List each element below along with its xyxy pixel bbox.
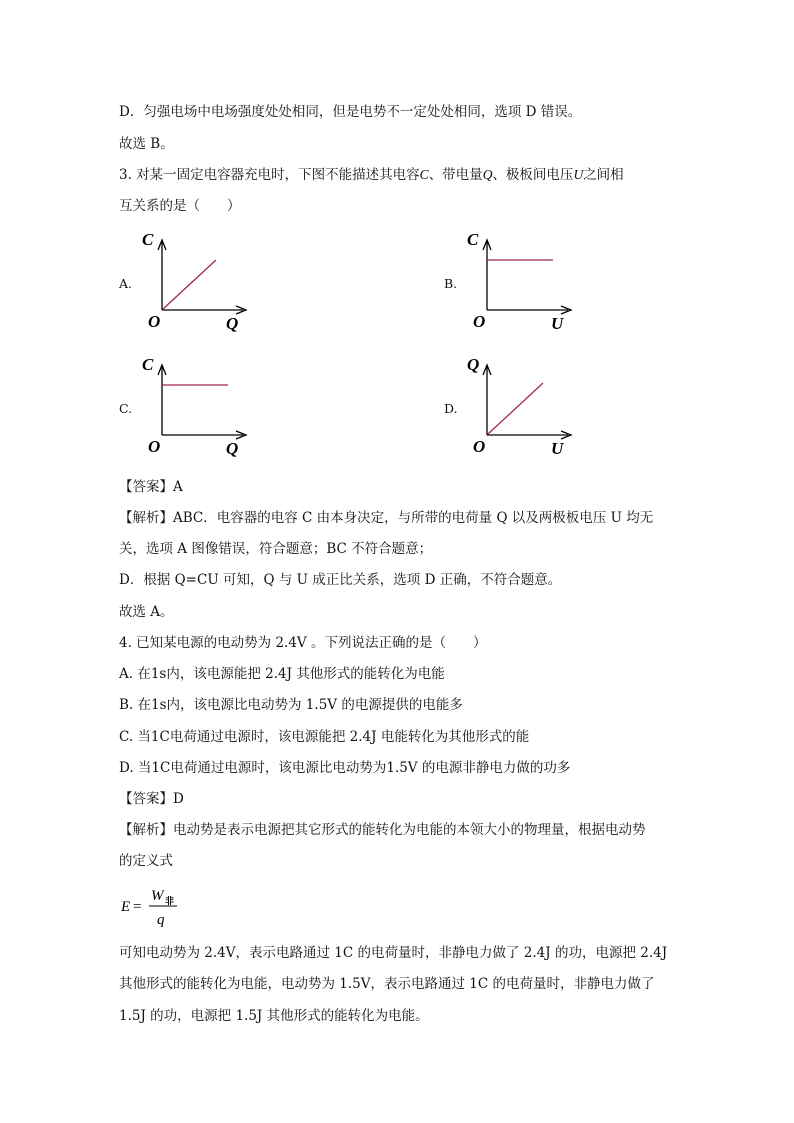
q3-option-d-graph	[465, 353, 585, 463]
q3-option-c-label: C.	[119, 401, 133, 416]
q3-analysis-line: 【解析】ABC．电容器的电容 C 由本身决定，与所带的电荷量 Q 以及两极板电压 U 均无	[119, 510, 654, 526]
q4-option-d: D. 当1C电荷通过电源时，该电源比电动势为1.5V 的电源非静电力做的功多	[119, 760, 571, 776]
q3-var-u: U	[573, 167, 584, 182]
graph-y-label: Q	[467, 355, 480, 374]
q4-option-b: B. 在1s内，该电源比电动势为 1.5V 的电源提供的电能多	[119, 697, 463, 713]
graph-y-label: C	[142, 230, 154, 249]
q3-analysis-line: 关，选项 A 图像错误，符合题意；BC 不符合题意；	[119, 541, 433, 557]
graph-x-label: U	[551, 439, 564, 458]
graph-y-label: C	[467, 230, 479, 249]
q3-answer: 【答案】A	[119, 479, 183, 495]
graph-curve	[488, 383, 543, 434]
q4-analysis-line: 其他形式的能转化为电能，电动势为 1.5V，表示电路通过 1C 的电荷量时，非静电力做了	[119, 976, 655, 992]
graph-origin-label: O	[148, 437, 161, 456]
q4-analysis-line: 的定义式	[119, 853, 173, 869]
q3-stem-part: 、带电量	[428, 167, 483, 183]
q3-stem-line2: 互关系的是（ ）	[119, 198, 241, 214]
q4-answer: 【答案】D	[119, 791, 184, 807]
q3-option-a-graph	[140, 228, 260, 338]
q3-conclusion: 故选 A。	[119, 604, 174, 620]
graph-curve	[163, 260, 216, 309]
graph-origin-label: O	[473, 437, 486, 456]
q3-stem-part: 3. 对某一固定电容器充电时，下图不能描述其电容	[119, 167, 420, 183]
graph-x-label: U	[551, 314, 564, 333]
graph-y-label: C	[142, 355, 154, 374]
prev-conclusion: 故选 B。	[119, 136, 174, 152]
q3-stem-part: 、极板间电压	[492, 167, 574, 183]
q4-stem: 4. 已知某电源的电动势为 2.4V 。下列说法正确的是（ ）	[119, 635, 487, 651]
q4-option-c: C. 当1C电荷通过电源时，该电源能把 2.4J 电能转化为其他形式的能	[119, 729, 530, 745]
q3-var-c: C	[419, 167, 429, 182]
q3-var-q: Q	[482, 167, 493, 182]
q4-option-a: A. 在1s内，该电源能把 2.4J 其他形式的能转化为电能	[119, 666, 445, 682]
q3-option-d-label: D.	[444, 401, 458, 416]
q3-stem	[119, 166, 624, 184]
graph-x-label: Q	[226, 439, 239, 458]
q3-stem-part: 之间相	[583, 167, 624, 183]
formula-denominator: q	[157, 912, 165, 928]
q4-analysis-line: 可知电动势为 2.4V，表示电路通过 1C 的电荷量时，非静电力做了 2.4J 的功，电源把 2.4J	[119, 945, 668, 961]
q3-analysis-line: D．根据 Q=CU 可知，Q 与 U 成正比关系，选项 D 正确，不符合题意。	[119, 572, 562, 588]
formula-eq: =	[133, 899, 142, 915]
q3-option-c-graph	[140, 353, 260, 463]
graph-origin-label: O	[148, 312, 161, 331]
emf-formula	[119, 884, 189, 930]
formula-numerator: W	[151, 888, 164, 904]
graph-x-label: Q	[226, 314, 239, 333]
q4-analysis-line: 1.5J 的功，电源把 1.5J 其他形式的能转化为电能。	[119, 1008, 429, 1024]
q3-option-b-graph	[465, 228, 585, 338]
graph-origin-label: O	[473, 312, 486, 331]
q4-analysis-line: 【解析】电动势是表示电源把其它形式的能转化为电能的本领大小的物理量，根据电动势	[119, 822, 646, 838]
formula-lhs: E	[121, 899, 131, 915]
q3-option-b-label: B.	[444, 276, 458, 291]
formula-subscript: 非	[165, 896, 175, 906]
q3-option-a-label: A.	[119, 276, 133, 291]
prev-option-d: D．匀强电场中电场强度处处相同，但是电势不一定处处相同，选项 D 错误。	[119, 104, 582, 120]
